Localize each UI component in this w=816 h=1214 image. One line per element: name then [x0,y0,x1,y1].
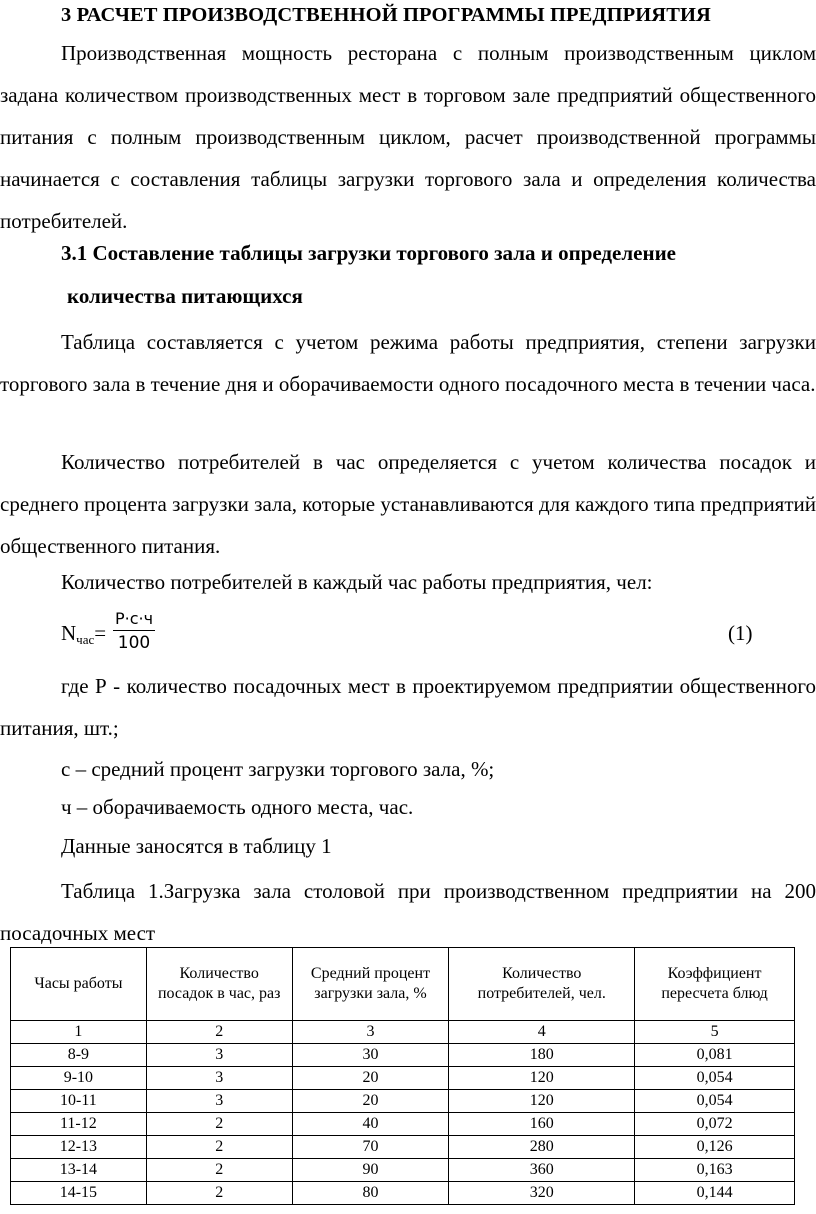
table-cell: 280 [449,1136,635,1159]
header-hours: Часы работы [11,948,147,1021]
table-caption: Таблица 1.Загрузка зала столовой при производственном предприятии на 200 посадочных мест [0,879,816,945]
formula-1 [61,609,761,659]
table-cell: 2 [146,1159,292,1182]
consumers-paragraph: Количество потребителей в час определяется с учетом количества посадок и среднего процента загрузки зала, которые устанавливаются для каждого типа предприятий общественного питания. [0,450,816,558]
hall-load-table [10,947,795,1205]
formula-number: (1) [728,621,753,645]
table-cell: 40 [292,1113,449,1136]
table-row [11,1044,795,1067]
table-row [11,1136,795,1159]
table-cell: 10-11 [11,1090,147,1113]
table-cell: 2 [146,1021,292,1044]
table-cell: 70 [292,1136,449,1159]
consumers-per-hour-line: Количество потребителей в каждый час работы предприятия, чел: [61,570,653,594]
table-cell: 320 [449,1182,635,1205]
data-note: Данные заносятся в таблицу 1 [61,834,332,858]
formula-denominator: 100 [117,633,151,653]
table-cell: 2 [146,1182,292,1205]
table-cell: 3 [146,1044,292,1067]
fraction-bar [113,630,155,631]
header-seatings: Количество посадок в час, раз [146,948,292,1021]
formula-numerator: Р·с·ч [114,609,154,628]
table-cell: 3 [146,1067,292,1090]
table-cell: 180 [449,1044,635,1067]
table-cell: 2 [146,1113,292,1136]
table-cell: 0,126 [635,1136,795,1159]
table-cell: 3 [146,1090,292,1113]
table-cell: 360 [449,1159,635,1182]
table-cell: 80 [292,1182,449,1205]
table-cell: 0,081 [635,1044,795,1067]
table-cell: 8-9 [11,1044,147,1067]
subsection-heading-line2: количества питающихся [67,284,303,308]
table-cell: 120 [449,1090,635,1113]
table-cell: 0,072 [635,1113,795,1136]
subsection-heading-line1: 3.1 Составление таблицы загрузки торгового зала и определение [61,241,676,265]
table-cell: 20 [292,1090,449,1113]
table-row [11,1090,795,1113]
table-row [11,1113,795,1136]
table-row [11,1182,795,1205]
table-cell: 2 [146,1136,292,1159]
table-header-row [11,948,795,1021]
where-ch-definition: ч – оборачиваемость одного места, час. [61,795,414,819]
table-number-row [11,1021,795,1044]
header-coefficient: Коэффициент пересчета блюд [635,948,795,1021]
table-cell: 9-10 [11,1067,147,1090]
where-c-definition: с – средний процент загрузки торгового зала, %; [61,757,495,781]
section-heading: 3 РАСЧЕТ ПРОИЗВОДСТВЕННОЙ ПРОГРАММЫ ПРЕДПРИЯТИЯ [61,4,711,26]
table-cell: 0,054 [635,1090,795,1113]
table-cell: 1 [11,1021,147,1044]
formula-fraction [113,609,155,654]
table-cell: 160 [449,1113,635,1136]
table-cell: 20 [292,1067,449,1090]
table-cell: 12-13 [11,1136,147,1159]
table-cell: 4 [449,1021,635,1044]
table-cell: 90 [292,1159,449,1182]
intro-paragraph: Производственная мощность ресторана с полным производственным циклом задана количеством производственных мест в торговом зале предприятий общественного питания с полным производственным циклом, расчет производственной программы начинается с составления таблицы загрузки торгового зала и определения количества потребителей. [0,41,816,233]
table-row [11,1067,795,1090]
table-cell: 3 [292,1021,449,1044]
header-load-percent: Средний процент загрузки зала, % [292,948,449,1021]
table-row [11,1159,795,1182]
table-cell: 13-14 [11,1159,147,1182]
header-consumers: Количество потребителей, чел. [449,948,635,1021]
table-cell: 5 [635,1021,795,1044]
table-cell: 120 [449,1067,635,1090]
table-cell: 14-15 [11,1182,147,1205]
table-method-paragraph: Таблица составляется с учетом режима работы предприятия, степени загрузки торгового зала в течение дня и оборачиваемости одного посадочного места в течении часа. [0,330,816,396]
where-p-definition: где Р - количество посадочных мест в проектируемом предприятии общественного питания, шт.; [0,674,816,740]
table-cell: 0,163 [635,1159,795,1182]
table-cell: 0,054 [635,1067,795,1090]
table-cell: 0,144 [635,1182,795,1205]
table-cell: 11-12 [11,1113,147,1136]
formula-lhs: $N_{час}=$ [61,621,107,647]
table-cell: 30 [292,1044,449,1067]
